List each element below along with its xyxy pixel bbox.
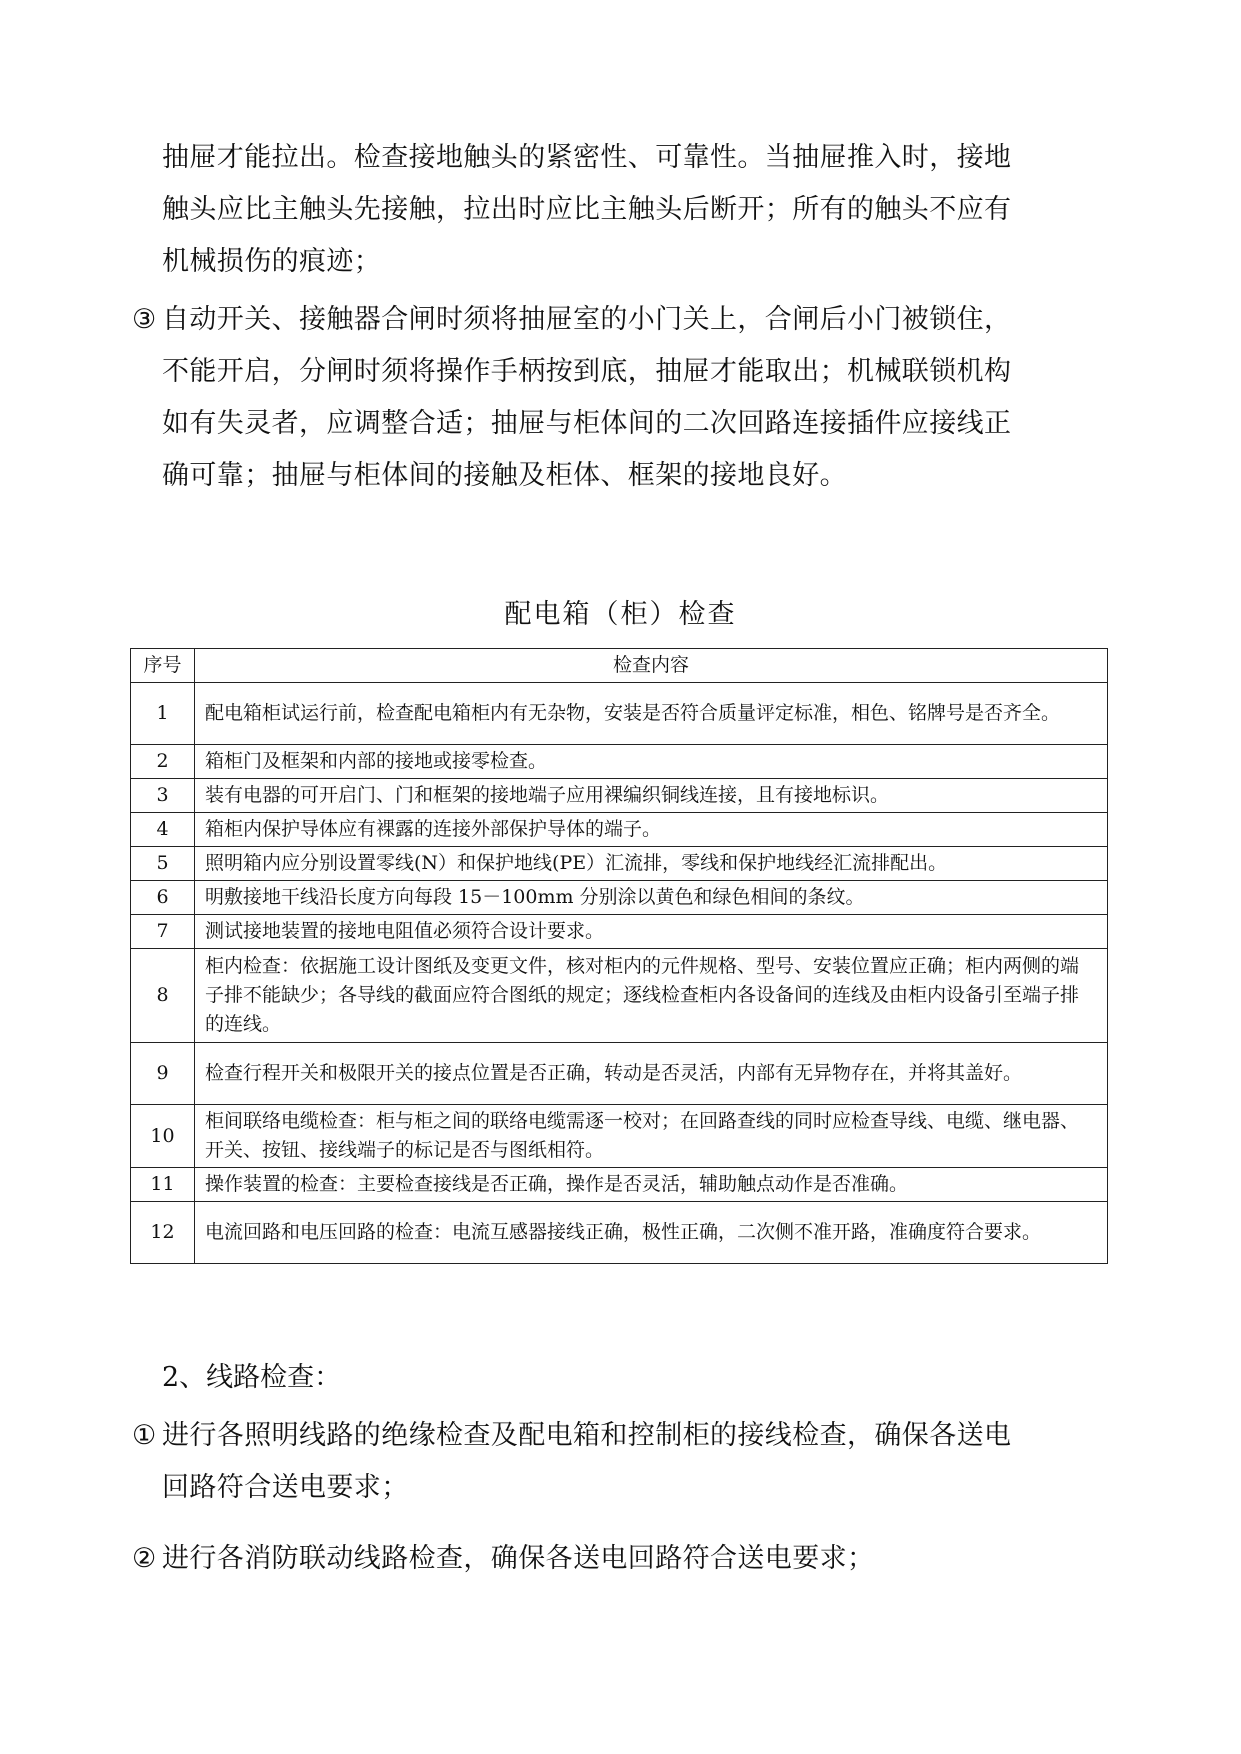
row-content: 柜内检查：依据施工设计图纸及变更文件，核对柜内的元件规格、型号、安装位置应正确；柜内两侧的端子排不能缺少；各导线的截面应符合图纸的规定；逐线检查柜内各设备间的连线及由柜内设备引至端子排的连线。 (195, 949, 1108, 1043)
text-line: 抽屉才能拉出。检查接地触头的紧密性、可靠性。当抽屉推入时，接地 (162, 142, 1012, 173)
table-row (131, 1168, 1108, 1202)
row-content: 测试接地装置的接地电阻值必须符合设计要求。 (195, 915, 1108, 949)
row-number: 6 (131, 881, 195, 915)
row-content: 照明箱内应分别设置零线(N）和保护地线(PE）汇流排，零线和保护地线经汇流排配出。 (195, 847, 1108, 881)
row-number: 2 (131, 745, 195, 779)
text-line: 触头应比主触头先接触，拉出时应比主触头后断开；所有的触头不应有 (162, 194, 1012, 225)
text-line: 不能开启，分闸时须将操作手柄按到底，抽屉才能取出；机械联锁机构 (162, 356, 1012, 387)
table-title: 配电箱（柜）检查 (504, 599, 737, 630)
table-row (131, 915, 1108, 949)
table-row (131, 881, 1108, 915)
table-row (131, 683, 1108, 745)
row-number: 9 (131, 1043, 195, 1105)
row-number: 8 (131, 949, 195, 1043)
text-line: 进行各消防联动线路检查，确保各送电回路符合送电要求； (162, 1543, 875, 1574)
row-content: 电流回路和电压回路的检查：电流互感器接线正确，极性正确，二次侧不准开路，准确度符合要求。 (195, 1202, 1108, 1264)
intro-paragraph (162, 132, 1108, 288)
text-line: 确可靠；抽屉与柜体间的接触及柜体、框架的接地良好。 (162, 460, 847, 491)
table-row (131, 745, 1108, 779)
inspection-table (130, 648, 1108, 1264)
text-line: 进行各照明线路的绝缘检查及配电箱和控制柜的接线检查，确保各送电 (162, 1420, 1012, 1451)
text-line: 机械损伤的痕迹； (162, 246, 382, 277)
table-row (131, 779, 1108, 813)
row-number: 4 (131, 813, 195, 847)
row-content: 配电箱柜试运行前，检查配电箱柜内有无杂物，安装是否符合质量评定标准，相色、铭牌号是否齐全。 (195, 683, 1108, 745)
row-number: 12 (131, 1202, 195, 1264)
row-content: 检查行程开关和极限开关的接点位置是否正确，转动是否灵活，内部有无异物存在，并将其盖好。 (195, 1043, 1108, 1105)
table-row (131, 1043, 1108, 1105)
row-content: 操作装置的检查：主要检查接线是否正确，操作是否灵活，辅助触点动作是否准确。 (195, 1168, 1108, 1202)
section-2-item-2 (132, 1533, 1108, 1585)
row-number: 3 (131, 779, 195, 813)
list-marker: ① (132, 1420, 157, 1451)
text-line: 回路符合送电要求； (162, 1472, 409, 1503)
item-3-paragraph (132, 294, 1108, 502)
text-line: 如有失灵者，应调整合适；抽屉与柜体间的二次回路连接插件应接线正 (162, 408, 1012, 439)
table-row (131, 813, 1108, 847)
row-content: 箱柜门及框架和内部的接地或接零检查。 (195, 745, 1108, 779)
list-marker: ③ (132, 304, 157, 335)
row-content: 箱柜内保护导体应有裸露的连接外部保护导体的端子。 (195, 813, 1108, 847)
section-2-heading: 2、线路检查： (162, 1362, 342, 1393)
column-header-no: 序号 (131, 649, 195, 683)
row-number: 7 (131, 915, 195, 949)
row-number: 11 (131, 1168, 195, 1202)
row-number: 5 (131, 847, 195, 881)
table-row (131, 949, 1108, 1043)
table-header-row (131, 649, 1108, 683)
table-row (131, 1105, 1108, 1168)
row-content: 柜间联络电缆检查：柜与柜之间的联络电缆需逐一校对；在回路查线的同时应检查导线、电缆、继电器、开关、按钮、接线端子的标记是否与图纸相符。 (195, 1105, 1108, 1168)
list-marker: ② (132, 1543, 157, 1574)
row-content: 装有电器的可开启门、门和框架的接地端子应用裸编织铜线连接，且有接地标识。 (195, 779, 1108, 813)
text-line: 自动开关、接触器合闸时须将抽屉室的小门关上，合闸后小门被锁住， (162, 304, 1012, 335)
table-row (131, 847, 1108, 881)
row-content: 明敷接地干线沿长度方向每段 15－100mm 分别涂以黄色和绿色相间的条纹。 (195, 881, 1108, 915)
column-header-content: 检查内容 (195, 649, 1108, 683)
section-2-item-1 (132, 1410, 1108, 1514)
table-row (131, 1202, 1108, 1264)
row-number: 1 (131, 683, 195, 745)
row-number: 10 (131, 1105, 195, 1168)
